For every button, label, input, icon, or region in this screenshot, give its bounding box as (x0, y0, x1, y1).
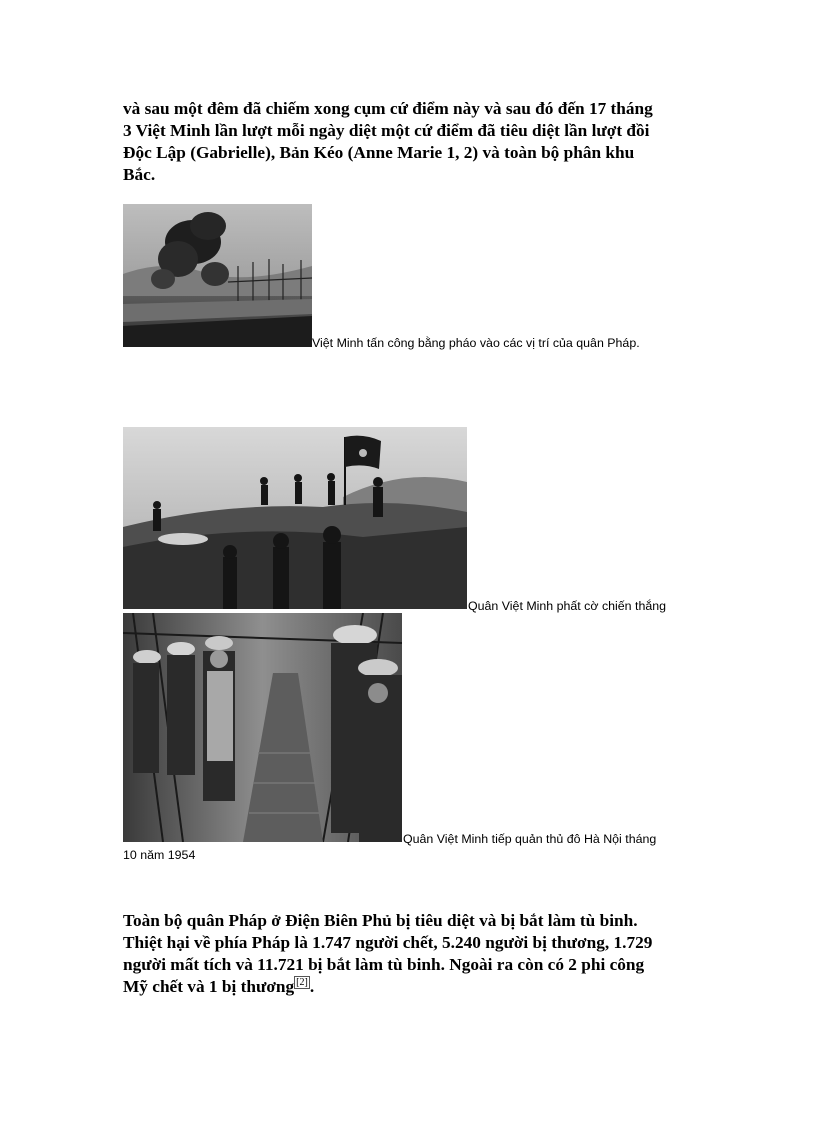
text-line: Thiệt hại về phía Pháp là 1.747 người chết, 5.240 người bị thương, 1.729 (123, 933, 653, 952)
caption-victory-flag: Quân Việt Minh phất cờ chiến thắng (468, 599, 667, 613)
last-line-text: Mỹ chết và 1 bị thương (123, 977, 295, 996)
text-line: người mất tích và 11.721 bị bắt làm tù binh. Ngoài ra còn có 2 phi công (123, 955, 645, 974)
paragraph-outcome (123, 910, 703, 998)
caption-hanoi-line1: Quân Việt Minh tiếp quản thủ đô Hà Nội tháng (403, 832, 657, 846)
footnote-ref-link[interactable]: [2] (296, 977, 308, 989)
text-line: Toàn bộ quân Pháp ở Điện Biên Phủ bị tiêu diệt và bị bắt làm tù binh. (123, 911, 638, 930)
sentence-end: . (309, 977, 315, 996)
text-line-last (123, 976, 703, 998)
text-line: Độc Lập (Gabrielle), Bản Kéo (Anne Marie 1, 2) và toàn bộ phân khu (123, 143, 635, 162)
caption-artillery: Việt Minh tấn công bằng pháo vào các vị trí của quân Pháp. (312, 336, 640, 350)
text-line: và sau một đêm đã chiếm xong cụm cứ điểm này và sau đó đến 17 tháng (123, 99, 653, 118)
photo-victory-flag (123, 427, 467, 609)
text-line: 3 Việt Minh lần lượt mỗi ngày diệt một cứ điểm đã tiêu diệt lần lượt đồi (123, 121, 650, 140)
caption-hanoi-line2: 10 năm 1954 (123, 848, 196, 862)
photo-hanoi-takeover (123, 613, 402, 842)
photo-artillery-attack (123, 204, 312, 347)
paragraph-intro (123, 98, 703, 186)
text-line: Bắc. (123, 165, 156, 184)
